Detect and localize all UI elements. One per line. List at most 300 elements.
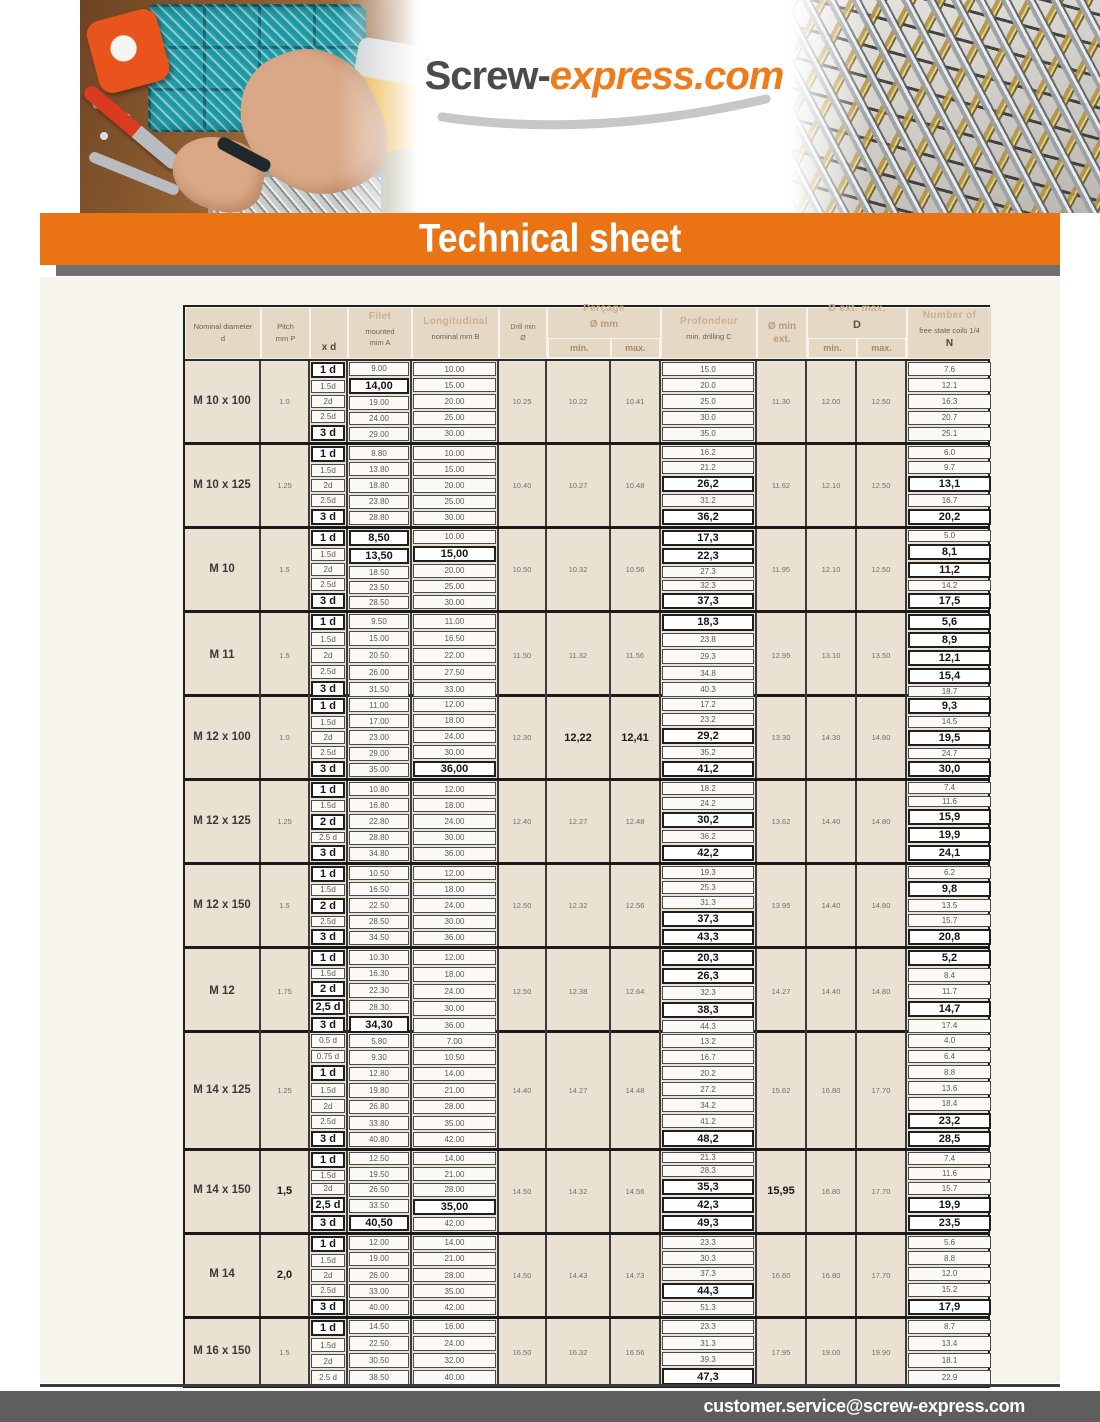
col-mounted-min-a-cell: 20.50 [349, 648, 409, 663]
col-nominal-mm-b-cell: 30.00 [413, 1001, 496, 1016]
header-label: Pitch [277, 322, 294, 331]
header-label: x d [321, 342, 337, 353]
col-percage-max [611, 697, 661, 778]
col-nominal-mm-b-cell: 30.00 [413, 915, 496, 929]
col-mounted-min-a-cell: 19.00 [349, 396, 409, 410]
col-diameter-min-ext [757, 781, 807, 862]
col-nominal-mm-b-cell: 21.00 [413, 1167, 496, 1181]
col-d-max-value: 14.80 [871, 987, 891, 996]
percage-subheader [548, 338, 660, 358]
col-xd-cell: 1.5d [311, 464, 345, 477]
col-d-max [857, 865, 907, 946]
col-min-drilling-c-cell: 20.0 [662, 378, 754, 392]
header-free-state-coils [907, 307, 992, 359]
col-percage-min-value: 12.38 [568, 987, 588, 996]
col-diameter-min-ext [757, 1033, 807, 1148]
col-xd [310, 361, 348, 442]
col-drill-min [499, 781, 547, 862]
col-nominal-mm-b-cell: 36.00 [413, 1018, 496, 1033]
spec-row-group [185, 1151, 988, 1235]
col-nominal-mm-b-cell: 10.00 [413, 530, 496, 544]
cropped-header-text: Longitudinal [423, 316, 488, 328]
col-percage-max [611, 1235, 661, 1316]
col-xd-cell: 2.5d [311, 746, 345, 759]
col-min-drilling-c-cell: 23.8 [662, 633, 754, 648]
col-xd [310, 529, 348, 610]
col-percage-max [611, 529, 661, 610]
col-mounted-min-a-cell: 9.50 [349, 614, 409, 629]
col-min-drilling-c-cell: 23.2 [662, 713, 754, 726]
col-free-state-coils-n-cell: 8,1 [908, 544, 991, 560]
col-min-drilling-c-cell: 17.2 [662, 698, 754, 711]
col-percage-min [547, 1235, 611, 1316]
col-percage-min [547, 865, 611, 946]
col-min-drilling-c-cell: 21.3 [662, 1152, 754, 1164]
col-drill-min-value: 10.50 [512, 565, 532, 574]
screw-pile-photo [790, 0, 1100, 213]
col-diameter-min-ext [757, 445, 807, 526]
col-free-state-coils-n-cell: 11.7 [908, 984, 991, 998]
col-nominal-mm-b-cell: 25.00 [413, 411, 496, 425]
col-nominal-mm-b [412, 1319, 499, 1386]
col-nominal-mm-b [412, 613, 499, 698]
col-min-drilling-c-cell: 20,3 [662, 950, 754, 966]
col-nominal-mm-b-cell: 42.00 [413, 1300, 496, 1314]
col-min-drilling-c-cell: 51.3 [662, 1301, 754, 1315]
col-xd [310, 445, 348, 526]
col-xd [310, 697, 348, 778]
col-free-state-coils-n-cell: 8.8 [908, 1251, 991, 1265]
col-min-drilling-c-cell: 31.2 [662, 494, 754, 507]
col-pitch [261, 1235, 310, 1316]
col-d-max-value: 12.50 [871, 565, 891, 574]
cropped-header-text: Filet [368, 310, 392, 322]
col-free-state-coils-n-cell: 19,5 [908, 730, 991, 746]
col-drill-min-value: 14.50 [512, 1186, 532, 1196]
col-min-drilling-c-cell: 19.3 [662, 866, 754, 879]
col-xd-cell: 3 d [311, 425, 345, 441]
col-mounted-min-a-cell: 9.30 [349, 1050, 409, 1064]
col-percage-max-value: 10.48 [625, 481, 645, 490]
col-nominal-mm-b-cell: 42.00 [413, 1217, 496, 1231]
col-xd-cell: 2.5d [311, 494, 345, 507]
col-min-drilling-c [661, 1033, 757, 1148]
col-xd-cell: 1 d [311, 782, 345, 798]
col-mounted-min-a-cell: 34.80 [349, 847, 409, 861]
col-min-drilling-c-cell: 13.2 [662, 1034, 754, 1048]
col-nominal-diameter-value: M 11 [209, 648, 235, 661]
col-percage-min-value: 14.43 [568, 1270, 588, 1280]
col-pitch-value: 1.0 [279, 733, 290, 742]
col-free-state-coils-n-cell: 24,1 [908, 845, 991, 861]
col-d-min [807, 613, 857, 698]
col-mounted-min-a-cell: 23.80 [349, 495, 409, 509]
col-mounted-min-a-cell: 8,50 [349, 530, 409, 546]
col-percage-max-value: 14.73 [625, 1270, 645, 1280]
col-free-state-coils-n-cell: 12.0 [908, 1267, 991, 1281]
col-nominal-mm-b-cell: 12.00 [413, 698, 496, 712]
col-min-drilling-c-cell: 48,2 [662, 1130, 754, 1146]
col-pitch-value: 1.25 [277, 481, 292, 490]
col-free-state-coils-n-cell: 18.4 [908, 1097, 991, 1111]
col-min-drilling-c-cell: 32.3 [662, 580, 754, 592]
col-mounted-min-a-cell: 33.80 [349, 1116, 409, 1130]
col-mounted-min-a [348, 1319, 412, 1386]
col-mounted-min-a-cell: 9.00 [349, 362, 409, 376]
col-min-drilling-c-cell: 41,2 [662, 761, 754, 777]
col-mounted-min-a [348, 697, 412, 778]
col-nominal-mm-b-cell: 18.00 [413, 798, 496, 812]
col-nominal-mm-b-cell: 35.00 [413, 1116, 496, 1130]
col-nominal-mm-b [412, 781, 499, 862]
col-xd-cell: 3 d [311, 509, 345, 525]
header-label: free state coils 1/4 [919, 326, 980, 336]
col-mounted-min-a-cell: 22.80 [349, 814, 409, 828]
col-min-drilling-c [661, 529, 757, 610]
col-percage-min-value: 10.27 [568, 481, 588, 490]
col-free-state-coils-n-cell: 28,5 [908, 1131, 991, 1147]
col-free-state-coils-n-cell: 15.7 [908, 1182, 991, 1195]
col-xd-cell: 2.5d [311, 916, 345, 928]
col-nominal-mm-b-cell: 10.50 [413, 1050, 496, 1064]
col-free-state-coils-n-cell: 12.1 [908, 378, 991, 392]
title-banner [40, 213, 1060, 265]
col-nominal-diameter [185, 865, 261, 946]
col-pitch-value: 1.5 [279, 651, 290, 660]
col-min-drilling-c-cell: 37,3 [662, 911, 754, 927]
col-min-drilling-c-cell: 39.3 [662, 1352, 754, 1366]
col-mounted-min-a-cell: 10.80 [349, 782, 409, 796]
col-free-state-coils-n-cell: 20,8 [908, 929, 991, 945]
col-d-min-value: 14.40 [821, 987, 841, 996]
col-mounted-min-a-cell: 40.00 [349, 1300, 409, 1314]
col-xd-cell: 1.5d [311, 1170, 345, 1182]
col-xd-cell: 1 d [311, 530, 345, 546]
col-free-state-coils-n [907, 865, 992, 946]
col-mounted-min-a-cell: 22.50 [349, 1336, 409, 1351]
col-mounted-min-a [348, 781, 412, 862]
col-xd-cell: 1.5d [311, 1254, 345, 1267]
col-pitch-value: 1.0 [279, 397, 290, 406]
col-free-state-coils-n-cell: 11,2 [908, 562, 991, 578]
col-percage-min [547, 949, 611, 1034]
col-nominal-mm-b-cell: 24.00 [413, 984, 496, 999]
col-d-max-value: 12.50 [871, 397, 891, 406]
col-min-drilling-c-cell: 30,2 [662, 812, 754, 828]
header-min-label: min. [548, 338, 611, 358]
col-min-drilling-c-cell: 27.3 [662, 566, 754, 578]
col-percage-min [547, 1033, 611, 1148]
col-drill-min [499, 1319, 547, 1386]
col-free-state-coils-n-cell: 8.8 [908, 1065, 991, 1079]
col-xd-cell: 1.5d [311, 380, 345, 393]
col-mounted-min-a-cell: 38.50 [349, 1370, 409, 1385]
col-nominal-mm-b-cell: 20.00 [413, 564, 496, 578]
col-xd [310, 1235, 348, 1316]
col-free-state-coils-n-cell: 7.4 [908, 1152, 991, 1165]
photo-fade [338, 0, 418, 213]
col-free-state-coils-n-cell: 16.7 [908, 494, 991, 507]
spec-row-group [185, 697, 988, 781]
col-pitch [261, 781, 310, 862]
col-nominal-mm-b-cell: 30.00 [413, 511, 496, 525]
col-d-max [857, 1033, 907, 1148]
col-nominal-mm-b-cell: 14.00 [413, 1067, 496, 1081]
col-min-drilling-c-cell: 38,3 [662, 1002, 754, 1018]
d-subheader [808, 338, 906, 358]
col-free-state-coils-n-cell: 13.5 [908, 899, 991, 912]
col-pitch-value: 1,5 [276, 1185, 293, 1198]
col-percage-min-value: 11.32 [568, 651, 588, 660]
col-free-state-coils-n-cell: 6.0 [908, 446, 991, 459]
col-diameter-min-ext [757, 949, 807, 1034]
col-nominal-mm-b-cell: 25.00 [413, 495, 496, 509]
col-nominal-mm-b-cell: 15.00 [413, 378, 496, 392]
col-xd-cell: 2 d [311, 898, 345, 914]
header-max-label: max. [611, 338, 660, 358]
col-mounted-min-a-cell: 19.80 [349, 1083, 409, 1097]
col-d-min [807, 781, 857, 862]
col-pitch [261, 361, 310, 442]
col-d-min [807, 1033, 857, 1148]
col-min-drilling-c-cell: 36.2 [662, 830, 754, 843]
col-mounted-min-a-cell: 15.00 [349, 631, 409, 646]
col-nominal-mm-b-cell: 21.00 [413, 1083, 496, 1097]
col-mounted-min-a-cell: 16.50 [349, 882, 409, 896]
col-min-drilling-c-cell: 17,3 [662, 530, 754, 546]
col-drill-min-value: 14.50 [512, 1270, 532, 1280]
col-percage-max [611, 445, 661, 526]
spec-row-group [185, 529, 988, 613]
col-d-min [807, 1151, 857, 1232]
col-pitch-value: 1.25 [277, 1085, 292, 1095]
col-diameter-min-ext [757, 613, 807, 698]
col-d-min [807, 949, 857, 1034]
col-nominal-mm-b-cell: 18.00 [413, 967, 496, 982]
header-max-label: max. [857, 338, 906, 358]
col-drill-min-value: 12.30 [512, 733, 532, 742]
col-nominal-mm-b-cell: 12.00 [413, 866, 496, 880]
col-xd-cell: 2d [311, 479, 345, 492]
col-min-drilling-c-cell: 41.2 [662, 1114, 754, 1128]
header-label: min. drilling C [686, 332, 732, 342]
col-percage-max [611, 1319, 661, 1386]
col-free-state-coils-n-cell: 23,5 [908, 1215, 991, 1231]
col-drill-min-value: 12.40 [512, 817, 532, 826]
col-nominal-mm-b-cell: 40.00 [413, 1370, 496, 1385]
col-mounted-min-a-cell: 28.80 [349, 511, 409, 525]
col-percage-max [611, 865, 661, 946]
col-nominal-diameter-value: M 14 x 150 [193, 1184, 251, 1197]
col-min-drilling-c-cell: 18,3 [662, 614, 754, 631]
col-free-state-coils-n-cell: 19,9 [908, 827, 991, 843]
col-percage-max-value: 14.56 [625, 1186, 645, 1196]
col-free-state-coils-n-cell: 9,8 [908, 881, 991, 897]
col-d-max [857, 1319, 907, 1386]
col-min-drilling-c-cell: 15.0 [662, 362, 754, 376]
col-xd-cell: 2.5d [311, 1115, 345, 1129]
col-xd [310, 781, 348, 862]
col-nominal-diameter-value: M 14 x 125 [193, 1083, 251, 1096]
col-percage-min-value: 12.27 [568, 817, 588, 826]
col-min-drilling-c-cell: 34.8 [662, 666, 754, 681]
col-percage-max-value: 12.56 [625, 901, 645, 910]
table-header [185, 303, 988, 361]
col-percage-max [611, 613, 661, 698]
col-mounted-min-a-cell: 12.50 [349, 1152, 409, 1166]
col-xd-cell: 0.75 d [311, 1050, 345, 1064]
col-free-state-coils-n-cell: 5,6 [908, 614, 991, 630]
col-nominal-mm-b-cell: 10.00 [413, 362, 496, 376]
col-free-state-coils-n [907, 1319, 992, 1386]
col-d-max [857, 361, 907, 442]
col-nominal-mm-b-cell: 16.00 [413, 1320, 496, 1335]
col-d-max [857, 529, 907, 610]
col-free-state-coils-n-cell: 20,2 [908, 509, 991, 525]
col-mounted-min-a-cell: 18.80 [349, 478, 409, 492]
col-nominal-diameter [185, 529, 261, 610]
col-nominal-mm-b-cell: 24.00 [413, 1336, 496, 1351]
col-pitch-value: 1.75 [277, 987, 292, 996]
col-nominal-mm-b-cell: 35,00 [413, 1199, 496, 1215]
col-xd-cell: 2.5d [311, 578, 345, 591]
col-free-state-coils-n-cell: 22.9 [908, 1370, 991, 1385]
col-d-max [857, 781, 907, 862]
col-d-min-value: 14.40 [821, 901, 841, 910]
col-diameter-min-ext-value: 17.95 [771, 1347, 791, 1357]
col-mounted-min-a-cell: 22.50 [349, 898, 409, 912]
col-mounted-min-a-cell: 28.30 [349, 1000, 409, 1015]
col-nominal-mm-b-cell: 12.00 [413, 782, 496, 796]
col-d-min [807, 865, 857, 946]
header-band [40, 0, 1060, 213]
col-free-state-coils-n-cell: 7.6 [908, 362, 991, 376]
col-mounted-min-a-cell: 24.00 [349, 412, 409, 426]
col-free-state-coils-n-cell: 5.0 [908, 530, 991, 542]
col-free-state-coils-n [907, 1033, 992, 1148]
col-nominal-diameter [185, 949, 261, 1034]
col-nominal-diameter-value: M 12 [209, 984, 235, 997]
col-free-state-coils-n-cell: 15.2 [908, 1283, 991, 1297]
col-mounted-min-a-cell: 16.30 [349, 967, 409, 982]
col-mounted-min-a-cell: 10.50 [349, 866, 409, 880]
col-xd [310, 949, 348, 1034]
col-free-state-coils-n-cell: 15.7 [908, 914, 991, 927]
col-d-min [807, 1235, 857, 1316]
col-xd-cell: 2 d [311, 981, 345, 997]
col-xd [310, 865, 348, 946]
col-nominal-diameter [185, 361, 261, 442]
col-free-state-coils-n-cell: 18.1 [908, 1353, 991, 1368]
col-xd-cell: 1.5d [311, 1338, 345, 1352]
header-d [807, 303, 907, 359]
col-nominal-mm-b [412, 529, 499, 610]
col-min-drilling-c-cell: 40.3 [662, 682, 754, 697]
col-percage-max [611, 361, 661, 442]
header-pitch [261, 307, 310, 359]
col-percage-min [547, 1319, 611, 1386]
col-percage-min [547, 1151, 611, 1232]
col-free-state-coils-n-cell: 14.2 [908, 580, 991, 592]
col-d-min [807, 529, 857, 610]
col-free-state-coils-n [907, 949, 992, 1034]
header-label: D [853, 319, 861, 331]
col-mounted-min-a [348, 865, 412, 946]
col-min-drilling-c-cell: 35,3 [662, 1179, 754, 1195]
col-xd-cell: 1 d [311, 950, 345, 966]
col-mounted-min-a-cell: 34.50 [349, 931, 409, 945]
col-xd-cell: 2d [311, 563, 345, 576]
cropped-header-text: Number of [922, 310, 977, 322]
spec-row-group [185, 1033, 988, 1151]
col-nominal-mm-b [412, 949, 499, 1034]
col-pitch [261, 1151, 310, 1232]
footer-bar [0, 1391, 1100, 1422]
col-mounted-min-a-cell: 33.00 [349, 1284, 409, 1298]
col-mounted-min-a-cell: 8.80 [349, 446, 409, 460]
col-xd-cell: 2.5 d [311, 832, 345, 844]
col-xd-cell: 3 d [311, 681, 345, 697]
col-d-max [857, 445, 907, 526]
col-free-state-coils-n-cell: 17.4 [908, 1019, 991, 1033]
col-d-min [807, 697, 857, 778]
col-diameter-min-ext [757, 361, 807, 442]
col-free-state-coils-n-cell: 9.7 [908, 461, 991, 474]
col-xd-cell: 1.5d [311, 632, 345, 646]
col-percage-min [547, 445, 611, 526]
col-mounted-min-a-cell: 5.80 [349, 1034, 409, 1048]
col-drill-min [499, 697, 547, 778]
col-nominal-mm-b-cell: 42.00 [413, 1132, 496, 1146]
col-pitch-value: 2,0 [276, 1269, 293, 1282]
col-min-drilling-c-cell: 27.2 [662, 1082, 754, 1096]
header-label: mounted [365, 326, 395, 336]
col-nominal-mm-b-cell: 20.00 [413, 394, 496, 408]
col-xd [310, 1151, 348, 1232]
col-percage-min-value: 14.27 [568, 1085, 588, 1095]
col-min-drilling-c-cell: 35.2 [662, 746, 754, 759]
spec-row-group [185, 781, 988, 865]
header-label: ext. [773, 333, 791, 345]
col-free-state-coils-n-cell: 8.4 [908, 968, 991, 982]
col-mounted-min-a-cell: 31.50 [349, 682, 409, 697]
col-free-state-coils-n-cell: 8,9 [908, 632, 991, 648]
col-d-min-value: 16.80 [821, 1186, 841, 1196]
col-diameter-min-ext-value: 13.30 [771, 733, 791, 742]
col-xd-cell: 2 d [311, 814, 345, 830]
col-diameter-min-ext [757, 697, 807, 778]
col-d-max [857, 613, 907, 698]
col-xd-cell: 1.5d [311, 716, 345, 729]
col-free-state-coils-n [907, 613, 992, 698]
col-nominal-mm-b-cell: 15,00 [413, 546, 496, 562]
col-xd-cell: 3 d [311, 593, 345, 609]
col-diameter-min-ext-value: 16.60 [771, 1270, 791, 1280]
header-xd [310, 307, 348, 359]
col-xd-cell: 2.5 d [311, 1370, 345, 1384]
cropped-header-text: Perçage [583, 303, 625, 314]
col-drill-min [499, 1235, 547, 1316]
col-nominal-mm-b-cell: 14.00 [413, 1152, 496, 1166]
header-nominal-diameter [185, 307, 261, 359]
col-free-state-coils-n [907, 781, 992, 862]
col-xd-cell: 2.5d [311, 1284, 345, 1297]
col-percage-min-value: 16.32 [568, 1347, 588, 1357]
col-d-max [857, 1235, 907, 1316]
col-min-drilling-c-cell: 42,2 [662, 845, 754, 861]
col-free-state-coils-n [907, 529, 992, 610]
col-mounted-min-a-cell: 33.50 [349, 1199, 409, 1213]
